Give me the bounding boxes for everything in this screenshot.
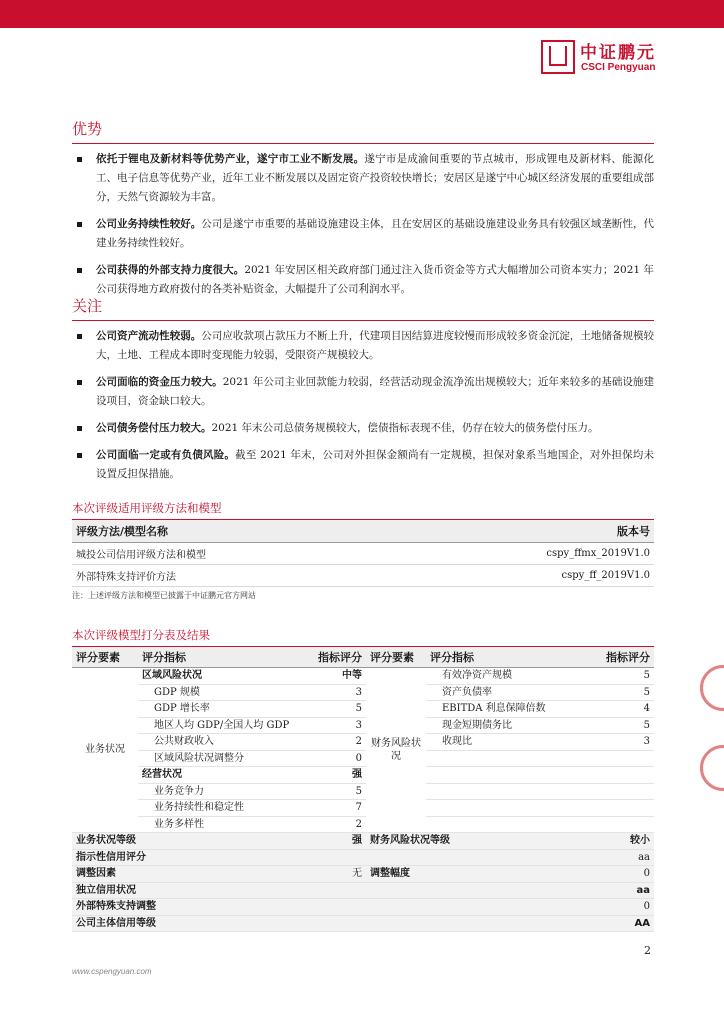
bullet-body: 公司是遂宁市重要的基础设施建设主体，且在安居区的基础设施建设业务具有较强区域垄断性，代建业务持续性较好。 bbox=[96, 218, 655, 249]
metric-score: 3 bbox=[298, 717, 366, 734]
empty-cell bbox=[576, 783, 654, 800]
method-version: cspy_ff_2019V1.0 bbox=[394, 565, 654, 587]
metric-score: 5 bbox=[576, 684, 654, 701]
col-header: 评分指标 bbox=[426, 647, 576, 668]
list-item bbox=[72, 446, 654, 484]
adj-range-label: 调整幅度 bbox=[366, 866, 576, 883]
metric-score: 7 bbox=[298, 800, 366, 817]
bullet-body: 2021 年安居区相关政府部门通过注入货币资金等方式大幅增加公司资本实力；2021 年公司获得地方政府拨付的各类补贴资金，大幅提升了公司利润水平。 bbox=[96, 264, 655, 295]
method-name: 外部特殊支持评价方法 bbox=[72, 565, 394, 587]
indicative-label: 指示性信用评分 bbox=[72, 849, 576, 866]
col-header: 评分要素 bbox=[72, 647, 138, 668]
empty-cell bbox=[426, 767, 576, 784]
methods-section bbox=[72, 500, 654, 601]
methods-note: 注：上述评级方法和模型已披露于中证鹏元官方网站 bbox=[72, 591, 256, 600]
metric-score: 5 bbox=[298, 701, 366, 718]
adj-value: 无 bbox=[298, 866, 366, 883]
bullet-body: 遂宁市是成渝间重要的节点城市，形成锂电及新材料、能源化工、电子信息等优势产业，近年工业不断发展以及固定资产投资较快增长；安居区是遂宁中心城区经济发展的重要组成部分，天然气资源较为丰富。 bbox=[96, 153, 655, 203]
table-row bbox=[72, 750, 654, 767]
table-row bbox=[72, 849, 654, 866]
table-header-row bbox=[72, 520, 654, 543]
empty-cell bbox=[576, 767, 654, 784]
bullet-body: 公司应收款项占款压力不断上升，代建项目因结算进度较慢而形成较多资金沉淀，土地储备规模较大，土地、工程成本即时变现能力较弱，受限资产规模较大。 bbox=[96, 330, 655, 361]
table-row bbox=[72, 783, 654, 800]
list-item bbox=[72, 215, 654, 253]
metric-score: 4 bbox=[576, 701, 654, 718]
table-row bbox=[72, 833, 654, 850]
final-rating-label: 公司主体信用等级 bbox=[72, 915, 576, 932]
bullet-body: 2021 年公司主业回款能力较弱，经营活动现金流净流出规模较大；近年来较多的基础设施建设项目，资金缺口较大。 bbox=[96, 376, 655, 407]
header-band bbox=[0, 0, 724, 28]
bullet-head: 公司业务持续性较好。 bbox=[96, 218, 202, 230]
group-business: 业务状况 bbox=[72, 668, 138, 833]
fin-level-label: 财务风险状况等级 bbox=[366, 833, 576, 850]
page-number: 2 bbox=[644, 944, 651, 957]
metric-score: 5 bbox=[576, 717, 654, 734]
table-row bbox=[72, 717, 654, 734]
concerns-section bbox=[72, 295, 654, 492]
empty-cell bbox=[426, 750, 576, 767]
bullet-head: 公司面临的资金压力较大。 bbox=[96, 376, 223, 388]
col-header: 评分要素 bbox=[366, 647, 426, 668]
metric-score: 0 bbox=[298, 750, 366, 767]
metric-name: 地区人均 GDP/全国人均 GDP bbox=[138, 717, 298, 734]
metric-name: 业务竞争力 bbox=[138, 783, 298, 800]
metric-name: GDP 增长率 bbox=[138, 701, 298, 718]
brand-name-cn: 中证鹏元 bbox=[580, 43, 656, 63]
biz-level-value: 强 bbox=[298, 833, 366, 850]
metric-name: 收现比 bbox=[426, 734, 576, 751]
empty-cell bbox=[576, 800, 654, 817]
scoring-title: 本次评级模型打分表及结果 bbox=[72, 627, 654, 647]
concerns-title: 关注 bbox=[72, 295, 654, 321]
group-financial: 财务风险状况 bbox=[366, 668, 426, 833]
table-row bbox=[72, 565, 654, 587]
biz-level-label: 业务状况等级 bbox=[72, 833, 298, 850]
bullet-head: 公司债务偿付压力较大。 bbox=[96, 422, 212, 434]
methods-title: 本次评级适用评级方法和模型 bbox=[72, 500, 654, 520]
empty-cell bbox=[426, 816, 576, 833]
metric-name: 资产负债率 bbox=[426, 684, 576, 701]
table-header-row bbox=[72, 647, 654, 668]
table-row bbox=[72, 882, 654, 899]
table-row bbox=[72, 701, 654, 718]
table-row bbox=[72, 767, 654, 784]
table-row bbox=[72, 816, 654, 833]
metric-name: 区域风险状况 bbox=[138, 668, 298, 685]
support-label: 外部特殊支持调整 bbox=[72, 899, 576, 916]
empty-cell bbox=[426, 800, 576, 817]
table-row bbox=[72, 800, 654, 817]
adj-range-value: 0 bbox=[576, 866, 654, 883]
bullet-head: 依托于锂电及新材料等优势产业，遂宁市工业不断发展。 bbox=[96, 153, 365, 165]
strengths-list bbox=[72, 150, 654, 299]
metric-name: 区域风险状况调整分 bbox=[138, 750, 298, 767]
bullet-head: 公司资产流动性较弱。 bbox=[96, 330, 202, 342]
col-header: 评分指标 bbox=[138, 647, 298, 668]
metric-name: 经营状况 bbox=[138, 767, 298, 784]
table-row bbox=[72, 684, 654, 701]
metric-score: 3 bbox=[576, 734, 654, 751]
metric-score: 5 bbox=[576, 668, 654, 685]
metric-name: 公共财政收入 bbox=[138, 734, 298, 751]
list-item bbox=[72, 261, 654, 299]
empty-cell bbox=[576, 750, 654, 767]
scoring-table bbox=[72, 647, 654, 932]
seal-stamp-icon bbox=[700, 665, 724, 711]
bullet-head: 公司获得的外部支持力度很大。 bbox=[96, 264, 245, 276]
bullet-head: 公司面临一定或有负债风险。 bbox=[96, 449, 236, 461]
strengths-section bbox=[72, 118, 654, 307]
methods-table bbox=[72, 520, 654, 587]
adj-label: 调整因素 bbox=[72, 866, 298, 883]
list-item bbox=[72, 327, 654, 365]
metric-score: 5 bbox=[298, 783, 366, 800]
list-item bbox=[72, 419, 654, 438]
col-version: 版本号 bbox=[394, 520, 654, 543]
metric-score: 3 bbox=[298, 684, 366, 701]
metric-name: 有效净资产规模 bbox=[426, 668, 576, 685]
metric-score: 中等 bbox=[298, 668, 366, 685]
table-row bbox=[72, 543, 654, 565]
strengths-title: 优势 bbox=[72, 118, 654, 144]
method-version: cspy_ffmx_2019V1.0 bbox=[394, 543, 654, 565]
table-row bbox=[72, 899, 654, 916]
indicative-value: aa bbox=[576, 849, 654, 866]
table-row bbox=[72, 866, 654, 883]
brand-name-en: CSCI Pengyuan bbox=[581, 62, 656, 73]
support-value: 0 bbox=[576, 899, 654, 916]
table-row bbox=[72, 734, 654, 751]
bullet-body: 2021 年末公司总债务规模较大，偿债指标表现不佳，仍存在较大的债务偿付压力。 bbox=[211, 422, 599, 434]
final-rating-value: AA bbox=[576, 915, 654, 932]
bullet-body: 截至 2021 年末，公司对外担保金额尚有一定规模，担保对象系当地国企，对外担保均未设置反担保措施。 bbox=[96, 449, 654, 480]
empty-cell bbox=[576, 816, 654, 833]
metric-name: EBITDA 利息保障倍数 bbox=[426, 701, 576, 718]
metric-score: 2 bbox=[298, 734, 366, 751]
list-item bbox=[72, 150, 654, 207]
metric-name: 业务持续性和稳定性 bbox=[138, 800, 298, 817]
col-method-name: 评级方法/模型名称 bbox=[72, 520, 394, 543]
standalone-value: aa bbox=[576, 882, 654, 899]
fin-level-value: 较小 bbox=[576, 833, 654, 850]
list-item bbox=[72, 373, 654, 411]
brand-logo-icon bbox=[541, 40, 575, 74]
metric-name: GDP 规模 bbox=[138, 684, 298, 701]
metric-score: 2 bbox=[298, 816, 366, 833]
scoring-section bbox=[72, 627, 654, 932]
concerns-list bbox=[72, 327, 654, 484]
table-row bbox=[72, 668, 654, 685]
metric-name: 业务多样性 bbox=[138, 816, 298, 833]
empty-cell bbox=[426, 783, 576, 800]
method-name: 城投公司信用评级方法和模型 bbox=[72, 543, 394, 565]
seal-stamp-icon bbox=[700, 745, 724, 791]
standalone-label: 独立信用状况 bbox=[72, 882, 576, 899]
col-header: 指标评分 bbox=[576, 647, 654, 668]
footer-url: www.cspengyuan.com bbox=[72, 967, 152, 976]
table-row bbox=[72, 915, 654, 932]
metric-name: 现金短期债务比 bbox=[426, 717, 576, 734]
col-header: 指标评分 bbox=[298, 647, 366, 668]
metric-score: 强 bbox=[298, 767, 366, 784]
